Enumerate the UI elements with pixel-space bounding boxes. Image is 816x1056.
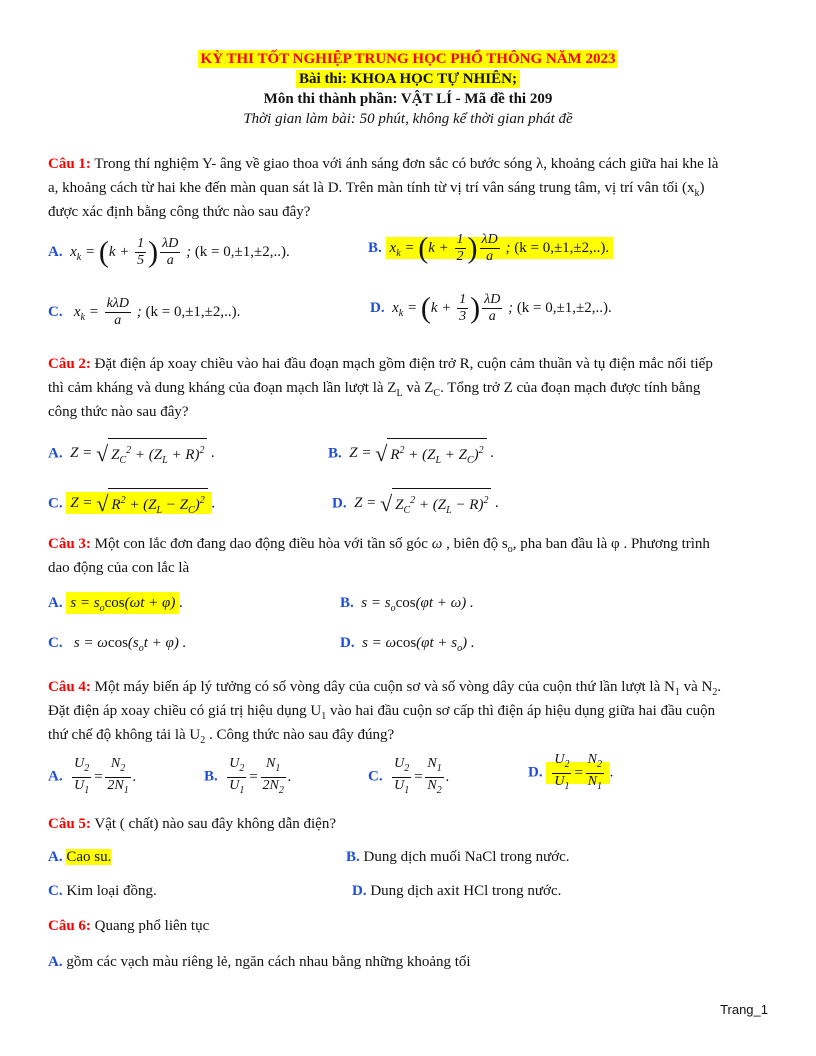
exam-duration: Thời gian làm bài: 50 phút, không kể thời gian phát đề (243, 111, 573, 127)
q1-option-d[interactable]: D. $x_k = (k$ + $\frac{1}{3}$ ) $\frac{\lambda D}{a}$ ; (k = 0,±1,±2,..). (370, 291, 612, 325)
q6-option-a[interactable]: A. gồm các vạch màu riêng lẻ, ngăn cách nhau bằng những khoảng tối (48, 954, 471, 970)
q1-text-line2: a, khoảng cách từ hai khe đến màn quan sát là D. Trên màn tính từ vị trí vân sáng trung tâm, vị trí vân tối $(x_k)$ (48, 180, 705, 199)
q3-option-a[interactable]: A. $s = s_o\cos(\omega t + \varphi)$ . (48, 594, 183, 618)
q1-option-b-answer-highlight: $x_k = (k$ + $\frac{1}{2}$ ) $\frac{\lambda D}{a}$ ; (k = 0,±1,±2,..). (386, 237, 614, 259)
exam-code: Môn thi thành phần: VẬT LÍ - Mã đề thi 209 (263, 91, 553, 107)
q5-option-a[interactable]: A. Cao su. (48, 849, 112, 865)
q4-option-a[interactable]: A. $\frac{U_2}{U_1}$ = $\frac{N_2}{2N_1}$ . (48, 756, 137, 796)
q5-option-c[interactable]: C. Kim loại đồng. (48, 883, 157, 899)
q3-text-line1: Câu 3: Một con lắc đơn đang dao động điều hòa với tần số góc ω , biên độ $s_o$, pha ban đầu là φ . Phương trình (48, 536, 710, 555)
q2-text-line1: Câu 2: Đặt điện áp xoay chiều vào hai đầu đoạn mạch gồm điện trở R, cuộn cảm thuần và tụ điện mắc nối tiếp (48, 356, 713, 372)
q1-label: Câu 1: (48, 156, 91, 172)
q6-text: Câu 6: Quang phổ liên tục (48, 918, 210, 934)
q2-text-line2: thì cảm kháng và dung kháng của đoạn mạch lần lượt là $Z_L$ và $Z_C$. Tổng trở Z của đoạn mạch được tính bằng (48, 380, 701, 399)
q4-option-c[interactable]: C. $\frac{U_2}{U_1}$ = $\frac{N_1}{N_2}$ . (368, 756, 450, 796)
q5-text: Câu 5: Vật ( chất) nào sau đây không dẫn điện? (48, 816, 336, 832)
q5-option-b[interactable]: B. Dung dịch muối NaCl trong nước. (346, 849, 570, 865)
q1-text-line3: được xác định bằng công thức nào sau đây? (48, 204, 311, 220)
exam-title: KỲ THI TỐT NGHIỆP TRUNG HỌC PHỔ THÔNG NĂM 2023 (0, 50, 816, 68)
q4-option-d[interactable]: D. $\frac{U_2}{U_1}$ = $\frac{N_2}{N_1}$ . (528, 752, 614, 792)
q1-text-line1: Câu 1: Trong thí nghiệm Y- âng về giao thoa với ánh sáng đơn sắc có bước sóng λ, khoảng cách giữa hai khe là (48, 156, 719, 172)
q3-label: Câu 3: (48, 536, 91, 552)
q2-text-line3: công thức nào sau đây? (48, 404, 189, 420)
q4-text-line2: Đặt điện áp xoay chiều có giá trị hiệu dụng $U_1$ vào hai đầu cuộn sơ cấp thì điện áp hiệu dụng giữa hai đầu cuộn (48, 703, 716, 722)
q2-option-c[interactable]: C. Z = √ $R^2 + (Z_L - Z_C)^2$ . (48, 488, 215, 520)
q4-option-b[interactable]: B. $\frac{U_2}{U_1}$ = $\frac{N_1}{2N_2}$ . (204, 756, 292, 796)
q4-text-line3: thứ chế độ không tải là $U_2$ . Công thức nào sau đây đúng? (48, 727, 395, 746)
q4-option-d-answer-highlight: $\frac{U_2}{U_1}$ = $\frac{N_2}{N_1}$ (546, 762, 610, 784)
q5-option-d[interactable]: D. Dung dịch axit HCl trong nước. (352, 883, 562, 899)
q3-option-b[interactable]: B. $s = s_o\cos(\varphi t + \omega)$ . (340, 595, 474, 614)
q2-label: Câu 2: (48, 356, 91, 372)
q6-label: Câu 6: (48, 918, 91, 934)
q2-option-b[interactable]: B. Z = √ $R^2 + (Z_L + Z_C)^2$ . (328, 438, 494, 470)
q2-option-a[interactable]: A. Z = √ $Z_C^2 + (Z_L + R)^2$ . (48, 438, 215, 470)
q2-option-c-answer-highlight: Z = √ $R^2 + (Z_L - Z_C)^2$ (66, 492, 211, 514)
q5-label: Câu 5: (48, 816, 91, 832)
q3-option-c[interactable]: C. $s = \omega\cos(s_ot + \varphi)$ . (48, 635, 187, 654)
q1-option-c[interactable]: C. $x_k$ = $\frac{\text{kλD}}{a}$ ; (k = 0,±1,±2,..). (48, 296, 241, 328)
q3-option-d[interactable]: D. $s = \omega\cos(\varphi t + s_o)$ . (340, 635, 475, 654)
q4-text-line1: Câu 4: Một máy biến áp lý tưởng có số vòng dây của cuộn sơ và số vòng dây của cuộn thứ lần lượt là $N_1$ và $N_2$. (48, 679, 722, 698)
q2-option-d[interactable]: D. Z = √ $Z_C^2 + (Z_L - R)^2$ . (332, 488, 499, 520)
q3-option-a-answer-highlight: $s = s_o\cos(\omega t + \varphi)$ (66, 592, 179, 614)
page-number: Trang_1 (720, 1002, 768, 1017)
q1-option-a[interactable]: A. $x_k = (k$ + $\frac{1}{5}$ ) $\frac{\lambda D}{a}$ ; (k = 0,±1,±2,..). (48, 235, 290, 269)
q1-option-b[interactable]: B. $x_k = (k$ + $\frac{1}{2}$ ) $\frac{\lambda D}{a}$ ; (k = 0,±1,±2,..). (368, 232, 613, 265)
q5-option-a-answer-highlight: Cao su. (66, 849, 112, 865)
q4-label: Câu 4: (48, 679, 91, 695)
q3-text-line2: dao động của con lắc là (48, 560, 190, 576)
exam-subject: Bài thi: KHOA HỌC TỰ NHIÊN; (0, 70, 816, 88)
